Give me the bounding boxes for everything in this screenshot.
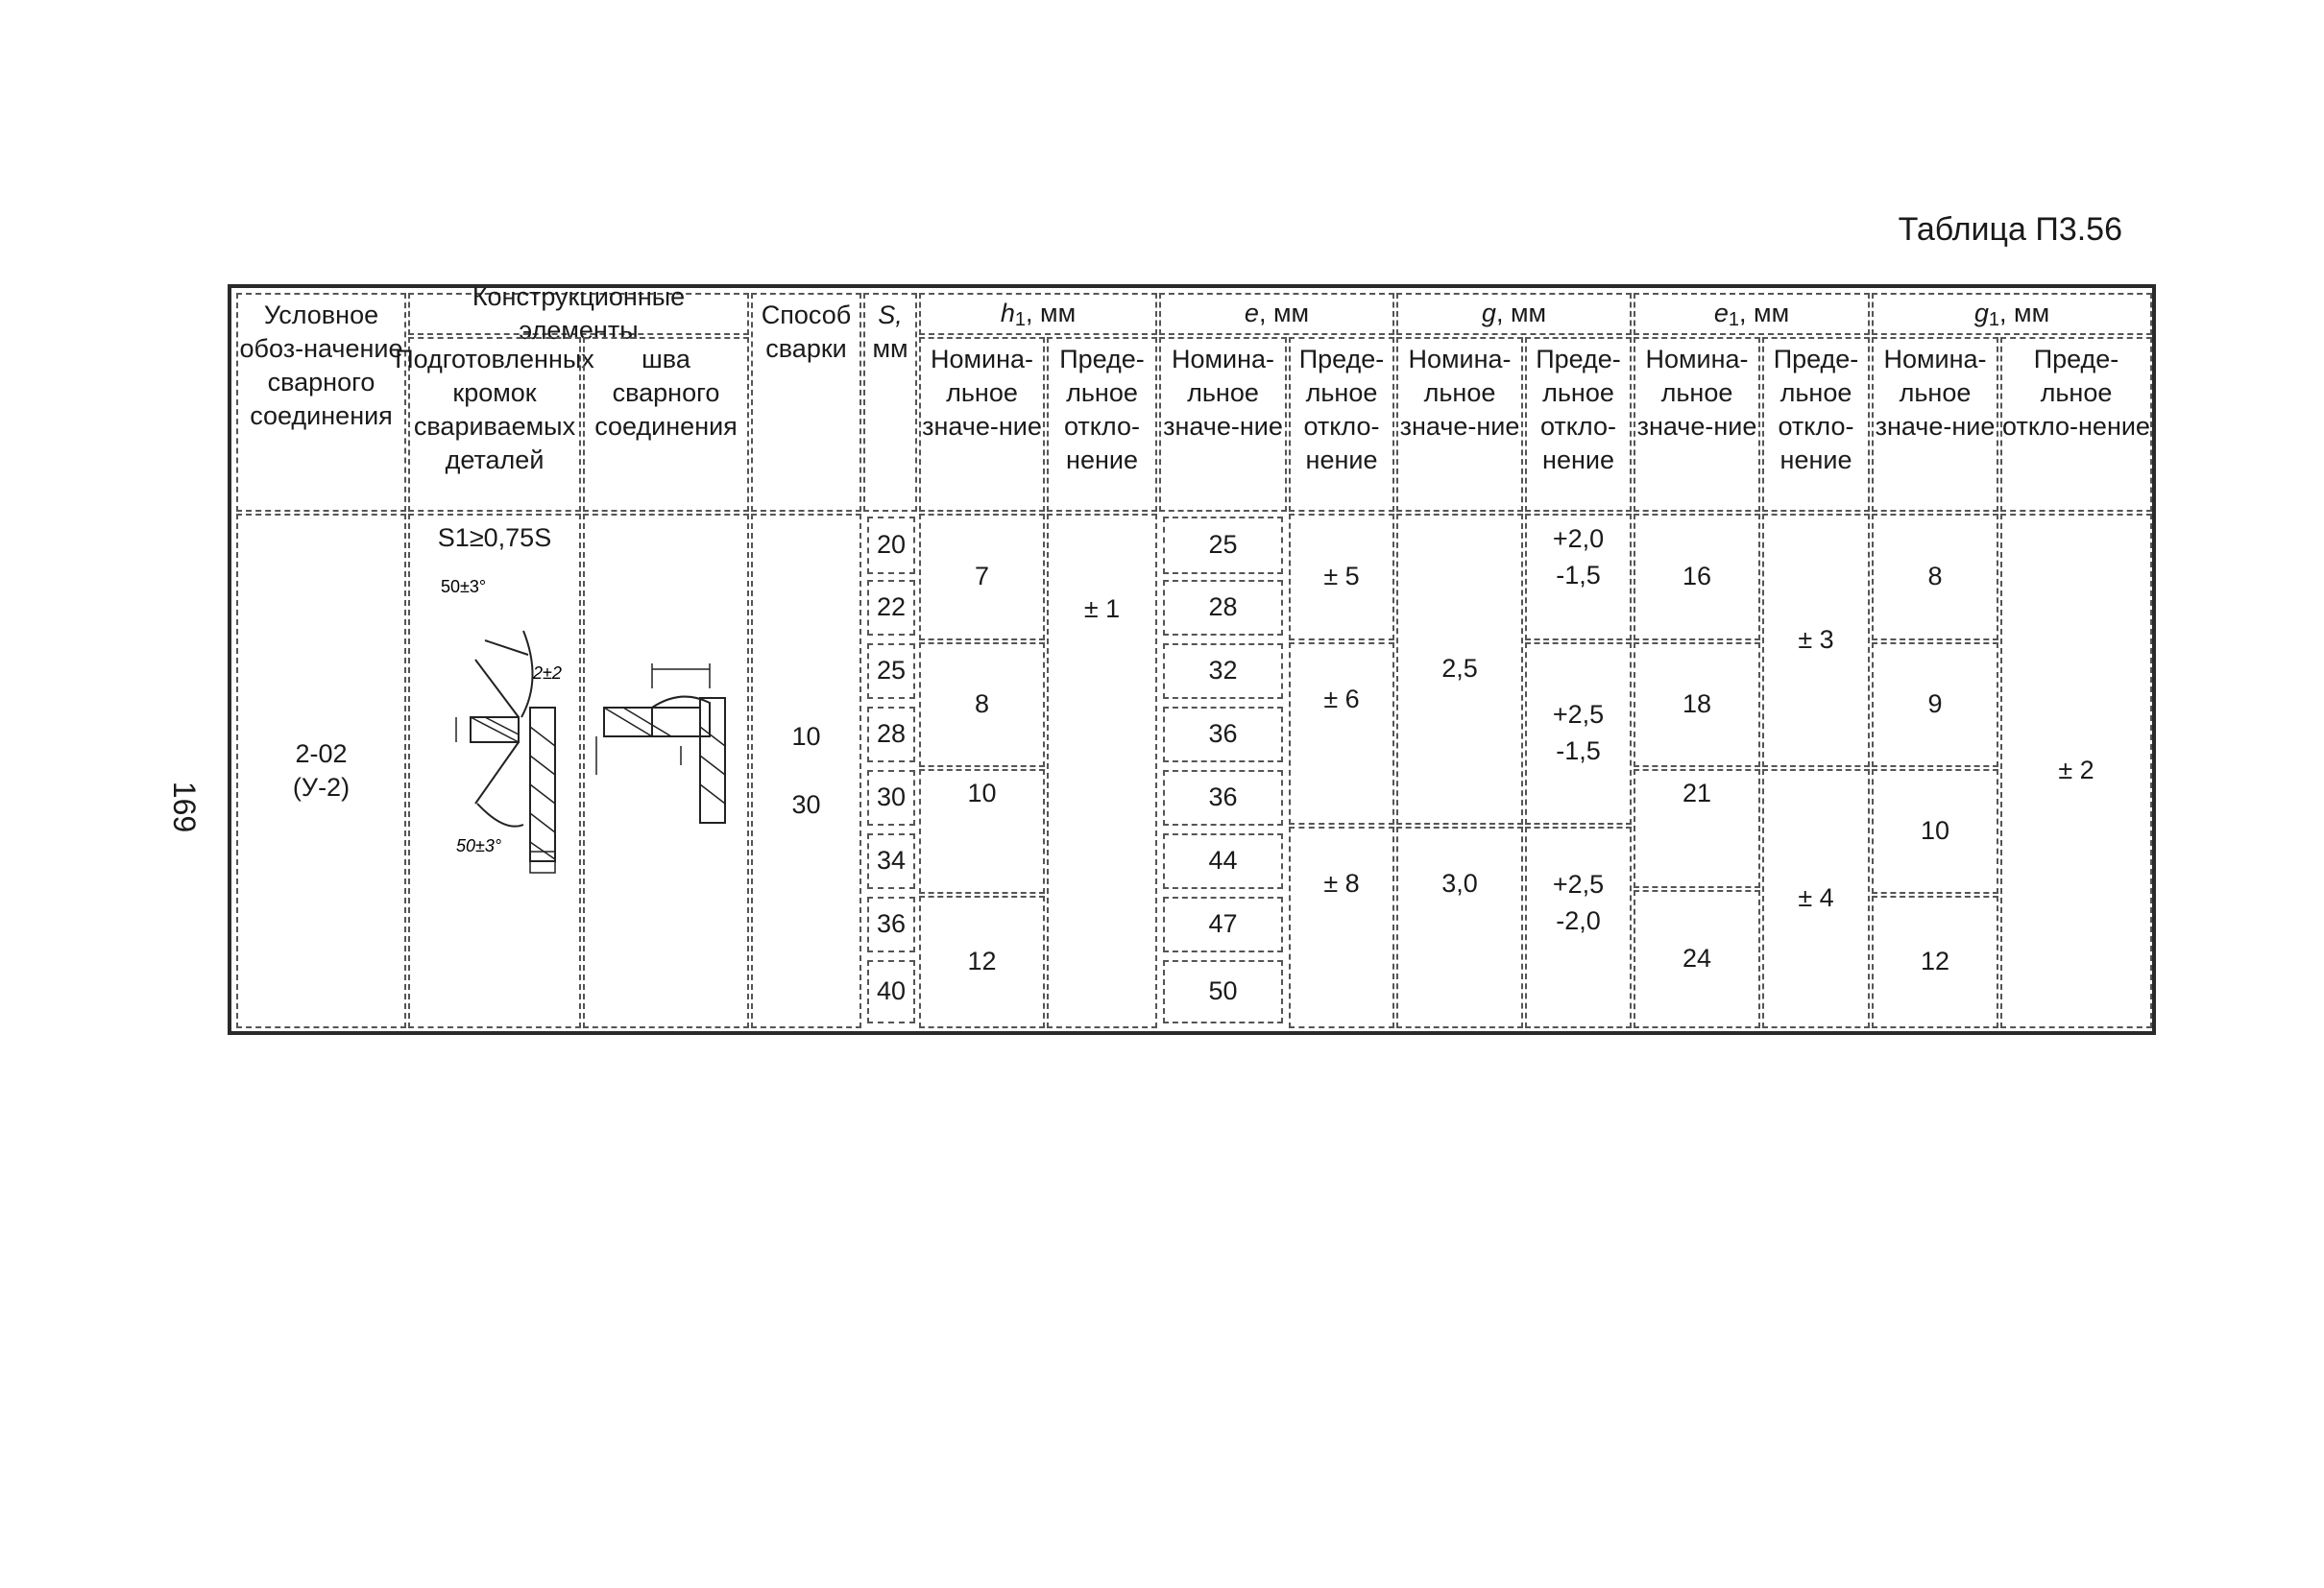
header-h1: $h_1$, мм bbox=[919, 293, 1157, 335]
g1-nominal-header: Номина-льное значе-ние bbox=[1872, 337, 1998, 512]
method-1: 10 bbox=[791, 722, 821, 752]
g-nominal-cell: 3,0 bbox=[1396, 827, 1523, 1028]
e-nominal-cell: 36 bbox=[1163, 770, 1283, 826]
header-thickness: S, мм bbox=[863, 293, 917, 512]
h1-nominal-cell: 7 bbox=[919, 514, 1045, 640]
joint-designation: 2-02 (У-2) bbox=[236, 514, 406, 1028]
thickness-cell: 20 bbox=[867, 517, 915, 574]
h1-nominal-header: Номина-льное значе-ние bbox=[919, 337, 1045, 512]
g1-nominal-cell: 10 bbox=[1872, 769, 1998, 894]
e1-deviation-header: Преде-льное откло-нение bbox=[1762, 337, 1870, 512]
weld-seam-sketch bbox=[583, 514, 749, 1028]
angle-top-label: 50±3° bbox=[441, 577, 487, 596]
g-nominal-header: Номина-льное значе-ние bbox=[1396, 337, 1523, 512]
header-prepared-edges: Подготовленных кромок свариваемых деталей bbox=[408, 337, 581, 512]
header-designation: Условное обоз-начение сварного соединения bbox=[236, 293, 406, 512]
g-deviation-header: Преде-льное откло-нение bbox=[1525, 337, 1632, 512]
e-nominal-header: Номина-льное значе-ние bbox=[1159, 337, 1287, 512]
e-nominal-cell: 28 bbox=[1163, 580, 1283, 636]
e-nominal-cell: 44 bbox=[1163, 833, 1283, 889]
method-2: 30 bbox=[791, 789, 821, 819]
e-deviation-cell: ± 8 bbox=[1289, 827, 1394, 1028]
e-nominal-cell: 50 bbox=[1163, 960, 1283, 1023]
e-deviation-header: Преде-льное откло-нение bbox=[1289, 337, 1394, 512]
angle-bottom-label: 50±3° bbox=[456, 836, 502, 855]
header-g: g, мм bbox=[1396, 293, 1632, 335]
header-constructive-elements: Конструкционные элементы bbox=[408, 293, 749, 335]
g1-deviation-header: Преде-льное откло-нение bbox=[2000, 337, 2152, 512]
g1-nominal-cell: 8 bbox=[1872, 514, 1998, 640]
header-e1: $e_1$, мм bbox=[1634, 293, 1870, 335]
e-nominal-cell: 36 bbox=[1163, 707, 1283, 762]
thickness-cell: 40 bbox=[867, 960, 915, 1023]
g-deviation-cell: +2,5 -1,5 bbox=[1525, 642, 1632, 825]
g1-nominal-cell: 9 bbox=[1872, 642, 1998, 767]
prepared-edges-sketch bbox=[408, 514, 581, 1028]
g1-deviation-cell: ± 2 bbox=[2000, 514, 2152, 1028]
weld-seam-drawing bbox=[594, 660, 738, 832]
thickness-cell: 28 bbox=[867, 707, 915, 762]
e-nominal-cell: 25 bbox=[1163, 517, 1283, 574]
g-deviation-cell: +2,5 -2,0 bbox=[1525, 827, 1632, 1028]
thickness-cell: 36 bbox=[867, 897, 915, 952]
header-g1: $g_1$, мм bbox=[1872, 293, 2152, 335]
welding-methods bbox=[751, 514, 861, 1028]
table-caption: Таблица П3.56 bbox=[1898, 211, 2122, 248]
thickness-cell: 30 bbox=[867, 770, 915, 826]
h1-nominal-cell: 8 bbox=[919, 642, 1045, 767]
g-deviation-cell: +2,0 -1,5 bbox=[1525, 514, 1632, 640]
h1-deviation-cell: ± 1 bbox=[1047, 514, 1157, 1028]
e-deviation-cell: ± 5 bbox=[1289, 514, 1394, 640]
header-weld-seam: шва сварного соединения bbox=[583, 337, 749, 512]
header-welding-method: Способ сварки bbox=[751, 293, 861, 512]
weld-table bbox=[228, 281, 2156, 1035]
h1-deviation-header: Преде-льное откло-нение bbox=[1047, 337, 1157, 512]
e-nominal-cell: 47 bbox=[1163, 897, 1283, 952]
s1-condition: S1≥0,75S bbox=[437, 523, 552, 552]
e1-nominal-cell: 16 bbox=[1634, 514, 1760, 640]
header-e: e, мм bbox=[1159, 293, 1394, 335]
h1-nominal-cell: 12 bbox=[919, 896, 1045, 1028]
e1-deviation-cell: ± 4 bbox=[1762, 769, 1870, 1028]
e1-nominal-cell: 24 bbox=[1634, 890, 1760, 1028]
e1-nominal-cell: 21 bbox=[1634, 769, 1760, 888]
thickness-cell: 34 bbox=[867, 833, 915, 889]
g1-nominal-cell: 12 bbox=[1872, 896, 1998, 1028]
e1-deviation-cell: ± 3 bbox=[1762, 514, 1870, 767]
e-nominal-cell: 32 bbox=[1163, 643, 1283, 699]
page-number: 169 bbox=[167, 781, 203, 833]
g-nominal-cell: 2,5 bbox=[1396, 514, 1523, 825]
e1-nominal-cell: 18 bbox=[1634, 642, 1760, 767]
thickness-cell: 25 bbox=[867, 643, 915, 699]
e-deviation-cell: ± 6 bbox=[1289, 642, 1394, 825]
thickness-cell: 22 bbox=[867, 580, 915, 636]
edge-preparation-drawing bbox=[418, 573, 577, 880]
e1-nominal-header: Номина-льное значе-ние bbox=[1634, 337, 1760, 512]
h1-nominal-cell: 10 bbox=[919, 769, 1045, 894]
gap-label: 2±2 bbox=[533, 663, 562, 683]
